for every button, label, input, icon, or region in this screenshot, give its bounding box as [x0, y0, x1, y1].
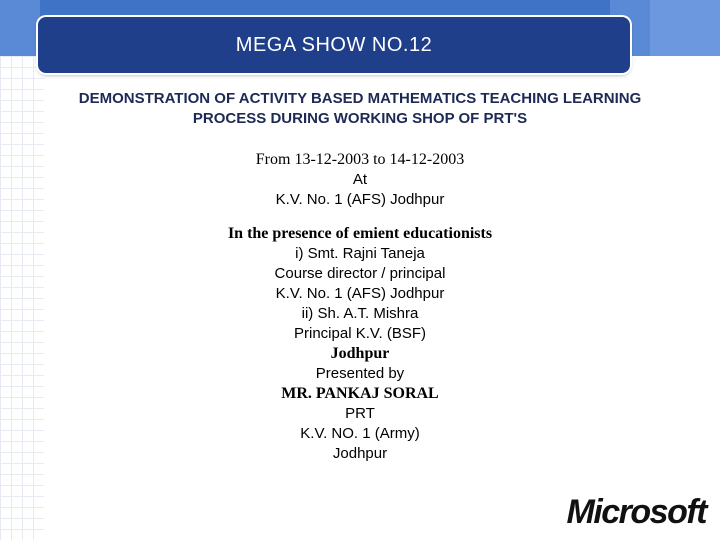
person2-name: ii) Sh. A.T. Mishra — [301, 305, 419, 322]
person1-name: i) Smt. Rajni Taneja — [295, 245, 425, 262]
presenter-city: Jodhpur — [332, 445, 388, 462]
spacer — [0, 210, 720, 224]
microsoft-logo: Microsoft — [566, 493, 706, 531]
slide-title: MEGA SHOW NO.12 — [235, 33, 433, 56]
event-at: At — [352, 171, 368, 188]
slide-body — [0, 150, 720, 464]
person1-school: K.V. No. 1 (AFS) Jodhpur — [275, 285, 445, 302]
event-dates: From 13-12-2003 to 14-12-2003 — [255, 151, 465, 168]
presenter-label: Presented by — [315, 365, 405, 382]
person2-city: Jodhpur — [330, 345, 390, 362]
presence-intro: In the presence of emient educationists — [227, 225, 493, 242]
band-accent-right — [650, 0, 720, 56]
event-venue: K.V. No. 1 (AFS) Jodhpur — [275, 191, 445, 208]
heading-line-1: DEMONSTRATION OF ACTIVITY BASED MATHEMATICS TEACHING LEARNING — [78, 90, 642, 107]
slide-heading — [0, 89, 720, 129]
presenter-designation: PRT — [345, 405, 375, 422]
presenter-name: MR. PANKAJ SORAL — [281, 385, 439, 402]
band-accent-left — [0, 0, 40, 56]
slide-title-box — [38, 17, 630, 73]
heading-line-2: PROCESS DURING WORKING SHOP OF PRT'S — [192, 110, 528, 127]
presenter-school: K.V. NO. 1 (Army) — [300, 425, 420, 442]
person1-role: Course director / principal — [274, 265, 446, 282]
person2-role: Principal K.V. (BSF) — [294, 325, 426, 342]
